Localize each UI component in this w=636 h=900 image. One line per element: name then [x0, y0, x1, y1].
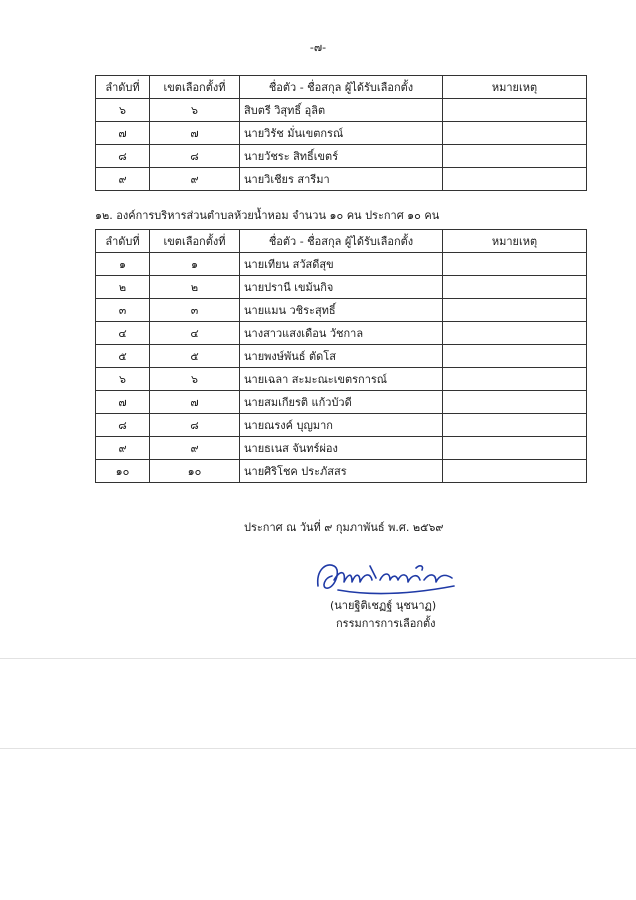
cell-order: ๘ — [96, 414, 150, 437]
scan-artifact-line — [0, 748, 636, 749]
cell-remark — [443, 253, 587, 276]
cell-district: ๖ — [150, 368, 240, 391]
table-row — [96, 437, 587, 460]
signature-image — [312, 556, 462, 598]
cell-order: ๗ — [96, 391, 150, 414]
table-header-row — [96, 76, 587, 99]
cell-order: ๑๐ — [96, 460, 150, 483]
cell-order: ๖ — [96, 99, 150, 122]
cell-district: ๙ — [150, 168, 240, 191]
cell-district: ๒ — [150, 276, 240, 299]
cell-name: นายแมน วชิระสุทธิ์ — [240, 299, 443, 322]
header-name: ชื่อตัว - ชื่อสกุล ผู้ได้รับเลือกตั้ง — [240, 76, 443, 99]
cell-order: ๓ — [96, 299, 150, 322]
cell-district: ๔ — [150, 322, 240, 345]
results-table-continued — [95, 75, 587, 191]
cell-name: นายณรงค์ บุญมาก — [240, 414, 443, 437]
cell-remark — [443, 460, 587, 483]
cell-district: ๓ — [150, 299, 240, 322]
table-header-row — [96, 230, 587, 253]
cell-remark — [443, 437, 587, 460]
table-row — [96, 322, 587, 345]
table-row — [96, 391, 587, 414]
cell-name: นายเทียน สวัสดีสุข — [240, 253, 443, 276]
cell-district: ๗ — [150, 391, 240, 414]
cell-name: นายเฉลา สะมะณะเขตรการณ์ — [240, 368, 443, 391]
cell-order: ๒ — [96, 276, 150, 299]
header-order: ลำดับที่ — [96, 230, 150, 253]
cell-name: นายวิเชียร สารีมา — [240, 168, 443, 191]
header-district: เขตเลือกตั้งที่ — [150, 230, 240, 253]
section-heading: ๑๒. องค์การบริหารส่วนตำบลห้วยน้ำหอม จำนวน ๑๐ คน ประกาศ ๑๐ คน — [95, 209, 440, 222]
cell-remark — [443, 299, 587, 322]
signer-name: (นายฐิติเชฏฐ์ นุชนาฏ) — [330, 599, 437, 612]
cell-district: ๗ — [150, 122, 240, 145]
cell-order: ๘ — [96, 145, 150, 168]
table-row — [96, 276, 587, 299]
cell-district: ๑๐ — [150, 460, 240, 483]
table-row — [96, 460, 587, 483]
cell-name: สิบตรี วิสุทธิ์ อุลิต — [240, 99, 443, 122]
table-row — [96, 345, 587, 368]
signer-title: กรรมการการเลือกตั้ง — [336, 617, 436, 630]
cell-name: นายวัชระ สิทธิ์เขตร์ — [240, 145, 443, 168]
scan-artifact-line — [0, 658, 636, 659]
cell-district: ๖ — [150, 99, 240, 122]
table-row — [96, 122, 587, 145]
cell-name: นายสมเกียรติ แก้วบัวดี — [240, 391, 443, 414]
header-remark: หมายเหตุ — [443, 230, 587, 253]
cell-district: ๙ — [150, 437, 240, 460]
results-table-huai-nam-hom — [95, 229, 587, 483]
table-row — [96, 168, 587, 191]
cell-remark — [443, 368, 587, 391]
cell-remark — [443, 276, 587, 299]
cell-district: ๑ — [150, 253, 240, 276]
cell-order: ๙ — [96, 168, 150, 191]
table-row — [96, 299, 587, 322]
cell-order: ๙ — [96, 437, 150, 460]
header-district: เขตเลือกตั้งที่ — [150, 76, 240, 99]
table-row — [96, 145, 587, 168]
cell-district: ๘ — [150, 414, 240, 437]
header-name: ชื่อตัว - ชื่อสกุล ผู้ได้รับเลือกตั้ง — [240, 230, 443, 253]
cell-district: ๘ — [150, 145, 240, 168]
cell-order: ๑ — [96, 253, 150, 276]
announcement-date: ประกาศ ณ วันที่ ๙ กุมภาพันธ์ พ.ศ. ๒๕๖๙ — [244, 521, 444, 534]
cell-name: นายวิรัช มั่นเขตกรณ์ — [240, 122, 443, 145]
cell-remark — [443, 414, 587, 437]
page-number: -๗- — [309, 41, 327, 54]
cell-remark — [443, 168, 587, 191]
cell-remark — [443, 122, 587, 145]
table-row — [96, 414, 587, 437]
cell-order: ๕ — [96, 345, 150, 368]
header-order: ลำดับที่ — [96, 76, 150, 99]
cell-remark — [443, 145, 587, 168]
cell-name: นายธเนส จันทร์ผ่อง — [240, 437, 443, 460]
cell-remark — [443, 345, 587, 368]
table-row — [96, 368, 587, 391]
table-row — [96, 253, 587, 276]
cell-name: นายปรานี เขม้นกิจ — [240, 276, 443, 299]
cell-district: ๕ — [150, 345, 240, 368]
header-remark: หมายเหตุ — [443, 76, 587, 99]
cell-order: ๔ — [96, 322, 150, 345]
cell-order: ๗ — [96, 122, 150, 145]
cell-name: นายศิริโชค ประภัสสร — [240, 460, 443, 483]
cell-name: นายพงษ์พันธ์ ตัดโส — [240, 345, 443, 368]
cell-order: ๖ — [96, 368, 150, 391]
cell-remark — [443, 391, 587, 414]
cell-name: นางสาวแสงเดือน วัชกาล — [240, 322, 443, 345]
cell-remark — [443, 322, 587, 345]
table-row — [96, 99, 587, 122]
cell-remark — [443, 99, 587, 122]
